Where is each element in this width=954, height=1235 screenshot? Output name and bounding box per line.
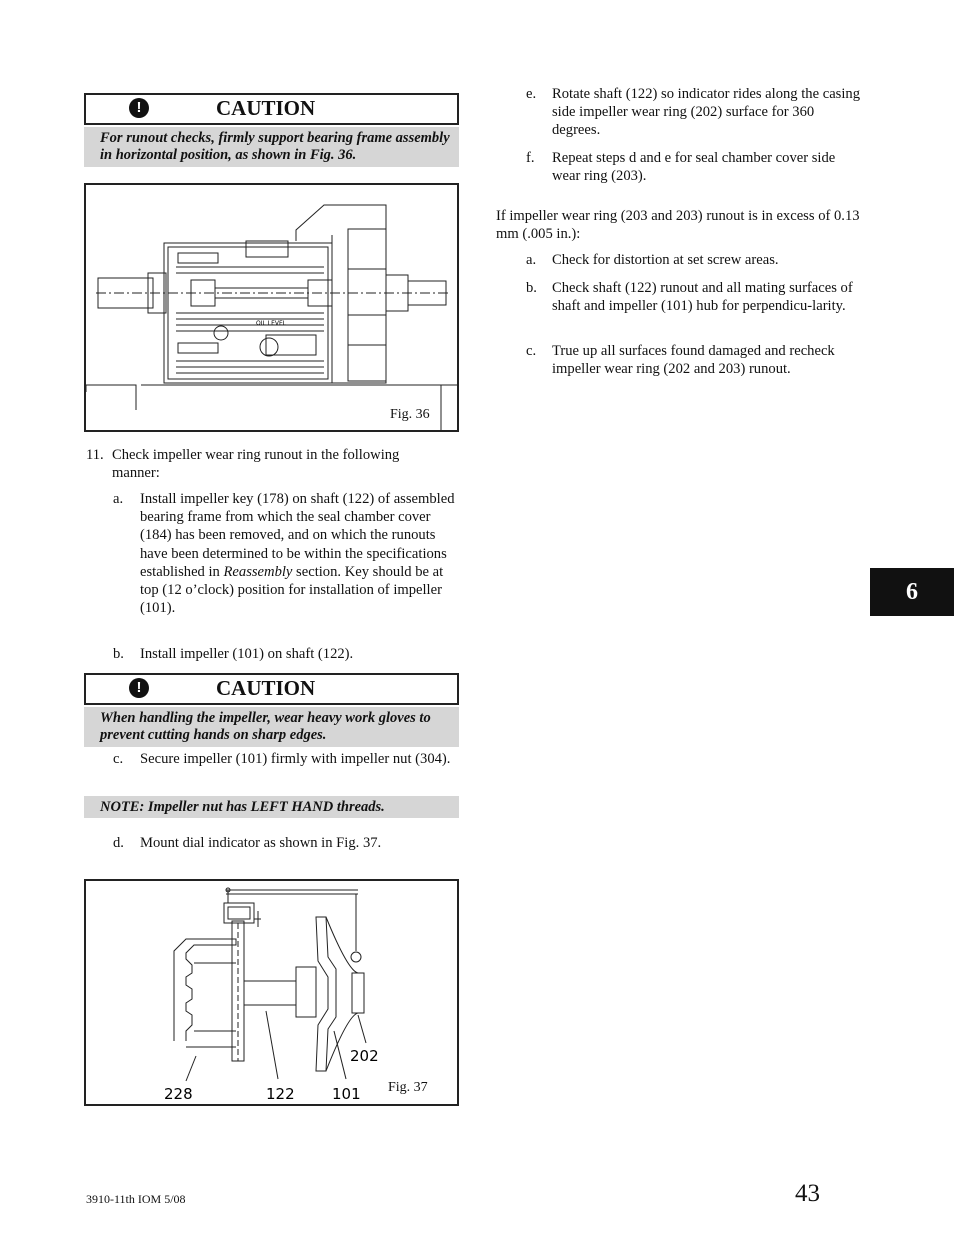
warning-icon: ! [129, 98, 149, 118]
figure-37 [84, 879, 459, 1106]
caution-title: CAUTION [216, 676, 316, 700]
callout-122: 122 [266, 1085, 295, 1103]
list-item-marker: b. [526, 280, 537, 296]
step-marker: b. [113, 646, 124, 662]
emphasis-text: Reassembly [223, 563, 293, 580]
oil-level-label: OIL LEVEL [256, 320, 287, 327]
step-number: 11. [86, 447, 104, 463]
text-segment: section. Key should be at top (12 o’clock) position for installation of impeller (101). [140, 563, 444, 617]
step-text: Install impeller (101) on shaft (122). [140, 646, 354, 662]
step-text: Check impeller wear ring runout in the following manner: [112, 447, 400, 482]
intro-paragraph: If impeller wear ring (203 and 203) runout is in excess of 0.13 mm (.005 in.): [496, 208, 860, 243]
callout-202: 202 [350, 1047, 379, 1065]
list-item-text: Check for distortion at set screw areas. [552, 252, 779, 268]
note-box: NOTE: Impeller nut has LEFT HAND threads. [84, 796, 459, 818]
callout-228: 228 [164, 1085, 193, 1103]
step-marker: d. [113, 835, 124, 851]
list-item-marker: a. [526, 252, 537, 268]
figure-36 [84, 183, 459, 432]
step-text: Rotate shaft (122) so indicator rides along the casing side impeller wear ring (202) surface for 360 degrees. [552, 86, 861, 139]
step-text: Secure impeller (101) firmly with impeller nut (304). [140, 751, 451, 767]
list-item-marker: c. [526, 343, 537, 359]
section-tab: 6 [870, 568, 954, 616]
warning-icon: ! [129, 678, 149, 698]
step-marker: e. [526, 86, 537, 102]
caution-note: For runout checks, firmly support bearing frame assembly in horizontal position, as shown in Fig. 36. [84, 127, 459, 167]
list-item-text: True up all surfaces found damaged and recheck impeller wear ring (202 and 203) runout. [552, 343, 835, 378]
figure-label: Fig. 37 [388, 1080, 428, 1095]
callout-101: 101 [332, 1085, 361, 1103]
step-text [140, 490, 458, 617]
caution-note: When handling the impeller, wear heavy work gloves to prevent cutting hands on sharp edges. [84, 707, 459, 747]
dial-indicator-drawing [86, 881, 457, 1104]
figure-label: Fig. 36 [390, 407, 430, 422]
step-text: Repeat steps d and e for seal chamber cover side wear ring (203). [552, 150, 836, 185]
text-segment: Install impeller key (178) on shaft (122) of assembled bearing frame from which the seal chamber cover (184) has been removed, and on which the runouts have been determined to be within the specifications established in [140, 491, 455, 580]
step-marker: a. [113, 491, 124, 507]
step-marker: c. [113, 751, 124, 767]
caution-title: CAUTION [216, 96, 316, 120]
list-item-text: Check shaft (122) runout and all mating surfaces of shaft and impeller (101) hub for perpendicu-larity. [552, 280, 853, 315]
caution-box [84, 93, 459, 125]
caution-box [84, 673, 459, 705]
page-number: 43 [795, 1180, 820, 1207]
step-text: Mount dial indicator as shown in Fig. 37. [140, 835, 382, 851]
document-footer: 3910-11th IOM 5/08 [86, 1192, 186, 1206]
bearing-frame-drawing [86, 185, 457, 430]
step-marker: f. [526, 150, 535, 166]
